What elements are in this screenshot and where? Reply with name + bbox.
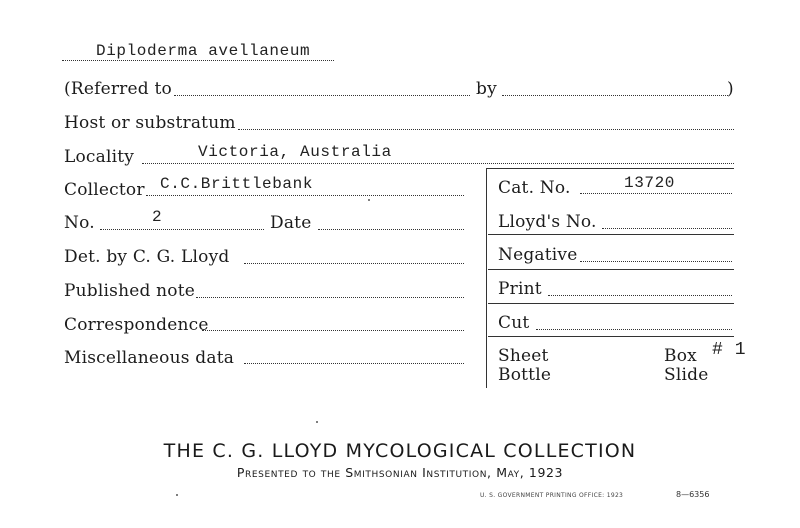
no-line bbox=[100, 229, 264, 230]
date-line bbox=[318, 229, 464, 230]
close-paren: ) bbox=[727, 79, 734, 99]
negative-line bbox=[580, 261, 732, 262]
box-label: Box bbox=[664, 346, 697, 366]
form-number: 8—6356 bbox=[676, 490, 710, 499]
lloyds-no-line bbox=[602, 228, 732, 229]
no-value: 2 bbox=[152, 208, 163, 226]
species-line bbox=[62, 60, 334, 61]
sheet-label: Sheet bbox=[498, 346, 549, 366]
referred-to-line bbox=[174, 95, 470, 96]
date-label: Date bbox=[270, 213, 312, 233]
cat-no-value: 13720 bbox=[624, 174, 676, 192]
printer-note: U. S. GOVERNMENT PRINTING OFFICE: 1923 bbox=[480, 492, 624, 499]
misc-line bbox=[244, 363, 464, 364]
locality-value: Victoria, Australia bbox=[198, 143, 392, 161]
lloyds-no-label: Lloyd's No. bbox=[498, 212, 597, 232]
slide-label: Slide bbox=[664, 365, 709, 385]
speck bbox=[316, 421, 318, 423]
cut-rule bbox=[488, 336, 734, 337]
species-value: Diploderma avellaneum bbox=[96, 42, 311, 60]
negative-rule bbox=[488, 269, 734, 270]
cat-no-line bbox=[580, 193, 732, 194]
speck bbox=[368, 199, 370, 201]
correspondence-label: Correspondence bbox=[64, 315, 209, 335]
cut-label: Cut bbox=[498, 313, 530, 333]
cut-line bbox=[536, 329, 732, 330]
published-note-label: Published note bbox=[64, 281, 196, 301]
published-note-line bbox=[196, 297, 464, 298]
no-label: No. bbox=[64, 213, 95, 233]
host-line bbox=[238, 129, 734, 130]
by-label: by bbox=[476, 79, 497, 99]
det-by-label: Det. by C. G. Lloyd bbox=[64, 247, 230, 267]
print-line bbox=[548, 295, 732, 296]
collector-value: C.C.Brittlebank bbox=[160, 175, 314, 193]
locality-label: Locality bbox=[64, 147, 135, 167]
cat-no-label: Cat. No. bbox=[498, 178, 571, 198]
catalog-box-left bbox=[486, 168, 487, 388]
by-line bbox=[502, 95, 728, 96]
det-by-line bbox=[244, 263, 464, 264]
print-label: Print bbox=[498, 279, 542, 299]
bottle-label: Bottle bbox=[498, 365, 552, 385]
collector-label: Collector bbox=[64, 180, 145, 200]
misc-label: Miscellaneous data bbox=[64, 348, 235, 368]
host-label: Host or substratum bbox=[64, 113, 236, 133]
referred-to-label: (Referred to bbox=[64, 79, 172, 99]
speck bbox=[176, 494, 178, 496]
collector-line bbox=[146, 195, 464, 196]
catalog-box-top bbox=[486, 168, 734, 169]
collection-title: THE C. G. LLOYD MYCOLOGICAL COLLECTION bbox=[163, 440, 637, 462]
collection-subtitle: Presented to the Smithsonian Institution, May, 1923 bbox=[236, 465, 564, 480]
correspondence-line bbox=[202, 330, 464, 331]
print-rule bbox=[488, 303, 734, 304]
negative-label: Negative bbox=[498, 245, 578, 265]
box-no-value: # 1 bbox=[712, 340, 747, 360]
locality-line bbox=[142, 163, 734, 164]
lloyds-no-rule bbox=[488, 234, 734, 235]
